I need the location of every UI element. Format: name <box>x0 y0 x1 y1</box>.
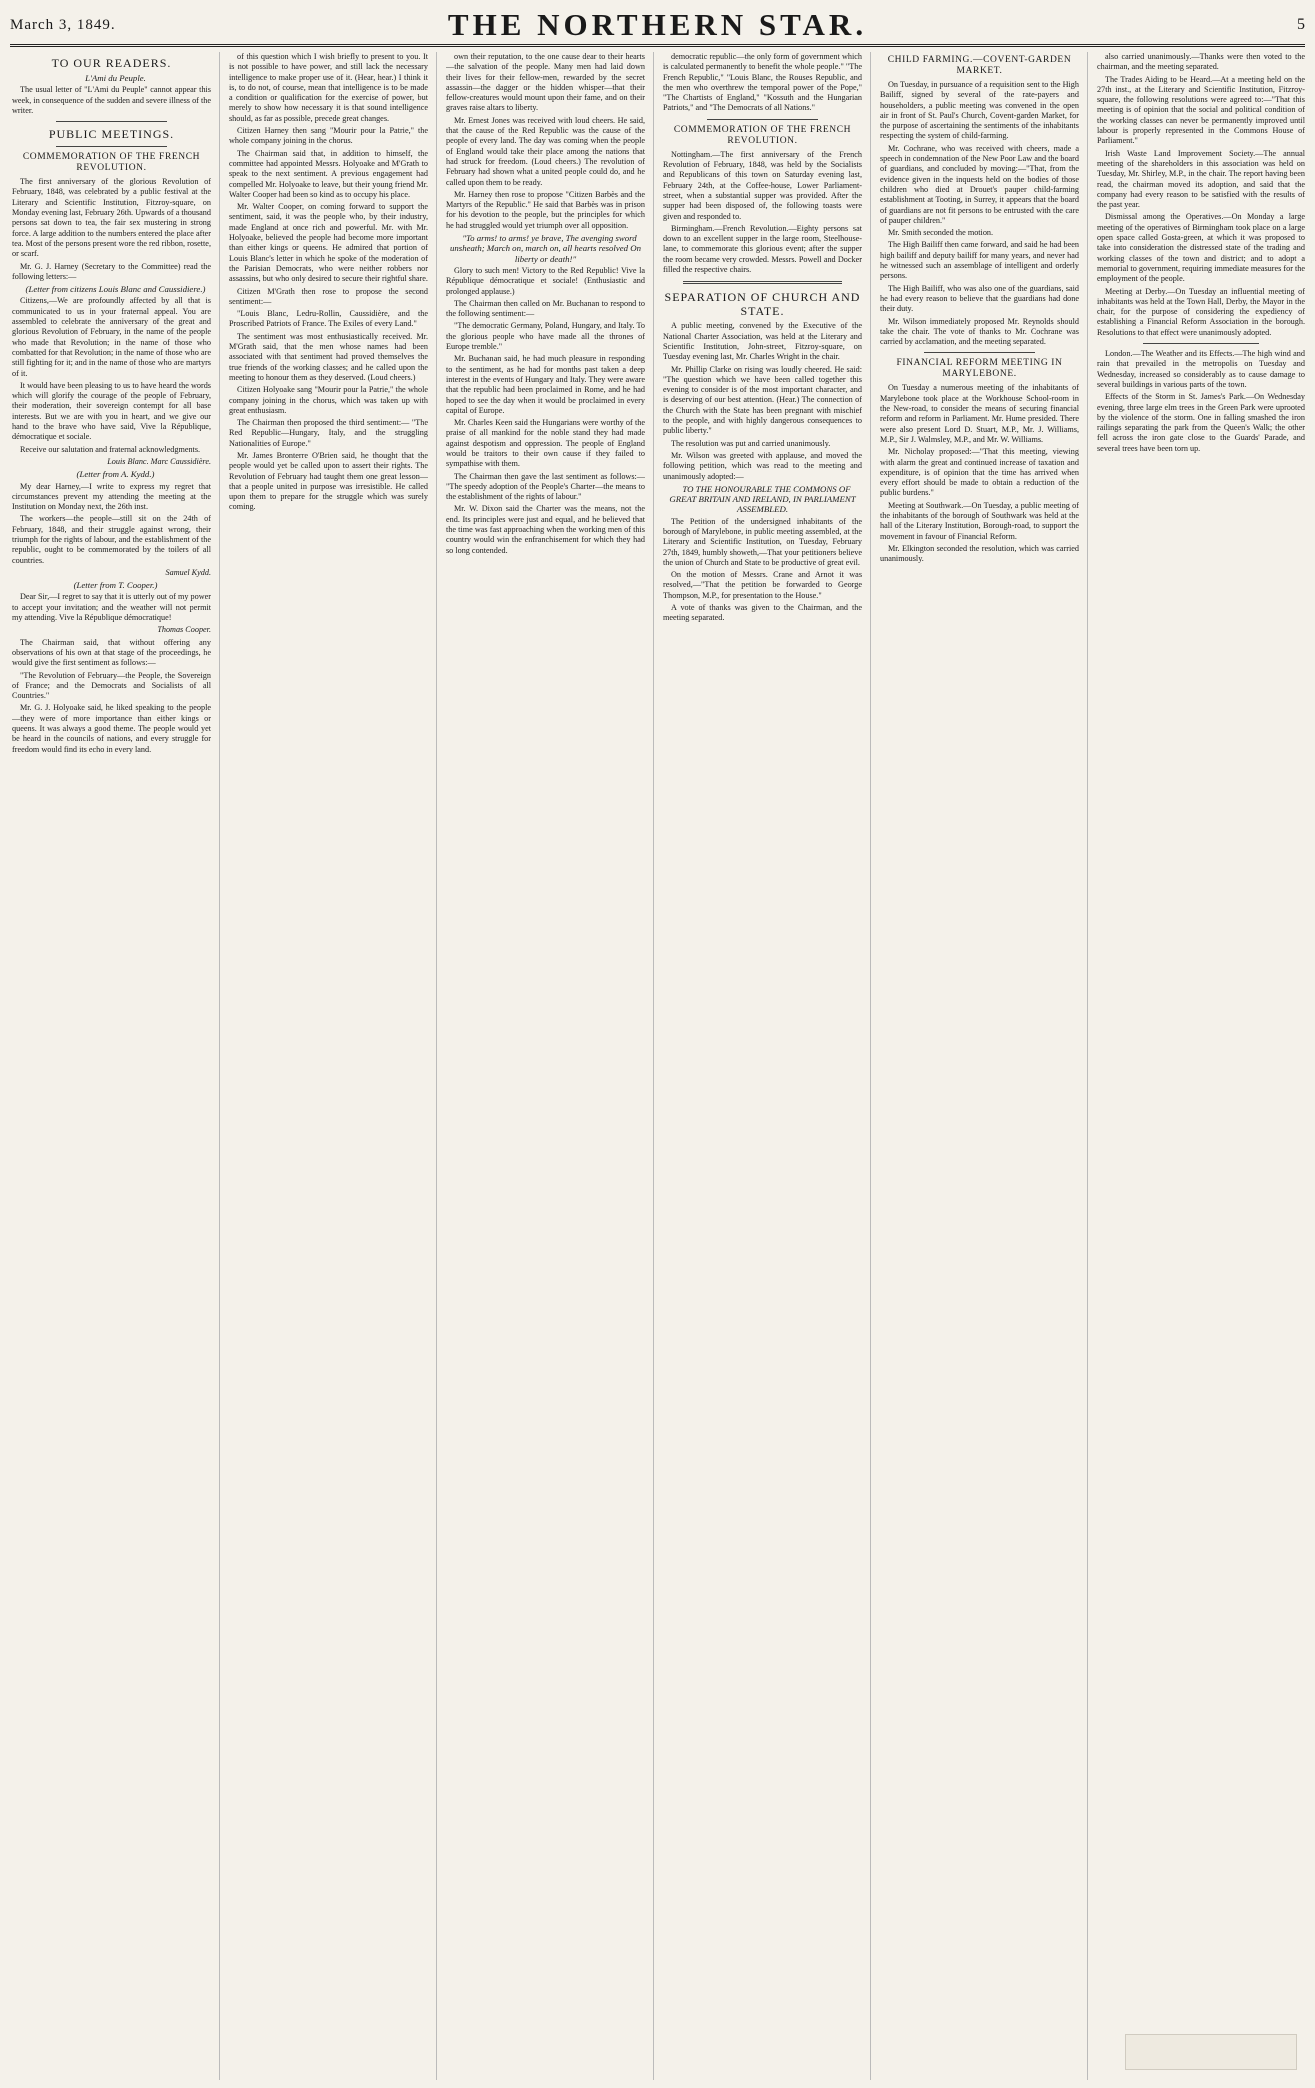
child-farming-heading: CHILD FARMING.—COVENT-GARDEN MARKET. <box>887 55 1072 76</box>
column-1 <box>12 52 220 2080</box>
article-paragraph: Mr. James Bronterre O'Brien said, he thought that the people would yet be called upon to assert their rights. The Revolution of February had taught them one great lesson—that a people united in purpose was irresistible. He called upon them to prepare for the struggle which was surely coming. <box>229 450 428 512</box>
divider <box>56 146 167 147</box>
column-3 <box>446 52 654 2080</box>
article-paragraph: Mr. Ernest Jones was received with loud cheers. He said, that the cause of the Red Republic was the cause of the people of every land. The day was coming when the people of England would take their place among the nations that had struck for freedom. (Loud cheers.) The revolution of February had shown what a united people could do, and he called upon them to be ready. <box>446 115 645 187</box>
financial-reform-heading: FINANCIAL REFORM MEETING IN MARYLEBONE. <box>896 358 1063 380</box>
article-paragraph: The Chairman then proposed the third sentiment:— "The Red Republic—Hungary, Italy, and the struggling Nationalities of Europe." <box>229 418 428 448</box>
article-paragraph: The High Bailiff, who was also one of the guardians, said he had every reason to believe that the guardians had done their duty. <box>880 283 1079 314</box>
article-paragraph: Mr. G. J. Harney (Secretary to the Committee) read the following letters:— <box>12 261 211 281</box>
separation-heading: SEPARATION OF CHURCH AND STATE. <box>664 290 861 319</box>
column-6 <box>1097 52 1305 2080</box>
library-stamp <box>1125 2034 1297 2070</box>
petition-heading: TO THE HONOURABLE THE COMMONS OF GREAT BRITAIN AND IRELAND, IN PARLIAMENT ASSEMBLED. <box>669 483 856 515</box>
readers-heading: TO OUR READERS. <box>51 56 172 70</box>
letter-paragraph: Receive our salutation and fraternal acknowledgments. <box>20 444 201 454</box>
divider <box>924 352 1035 353</box>
letter-paragraph: My dear Harney,—I write to express my regret that circumstances prevent my attending the meeting at the Institution on Monday next, the 26th inst. <box>12 481 211 512</box>
article-paragraph: The resolution was put and carried unanimously. <box>671 438 831 448</box>
masthead <box>10 6 1305 47</box>
article-paragraph: Mr. W. Dixon said the Charter was the means, not the end. Its principles were just and equal, and he believed that the time was fast approaching when the working men of this country would win the enfranchisement for which they had so long contended. <box>446 504 645 555</box>
article-paragraph: The Chairman then called on Mr. Buchanan to respond to the following sentiment:— <box>446 298 645 319</box>
sentiment-quote: "The democratic Germany, Poland, Hungary, and Italy. To the glorious people who have made all the thrones of Europe tremble." <box>446 321 645 352</box>
commemoration-heading: COMMEMORATION OF THE FRENCH REVOLUTION. <box>673 124 852 146</box>
letter-signature: Louis Blanc. Marc Caussidière. <box>107 456 211 466</box>
letter-signature: Samuel Kydd. <box>165 567 211 577</box>
letter-paragraph: Dear Sir,—I regret to say that it is utterly out of my power to accept your invitation; and the weather will not permit my attending. Vive la République démocratique! <box>12 592 211 623</box>
column-2 <box>229 52 437 2080</box>
article-paragraph: Mr. Wilson immediately proposed Mr. Reynolds should take the chair. The vote of thanks to Mr. Cochrane was carried by acclamation, and the meeting separated. <box>880 316 1079 347</box>
article-paragraph: Dismissal among the Operatives.—On Monday a large meeting of the operatives of Birmingham took place on a large open space called Gosta-green, at which it was proposed to take into consideration the distressed state of the trading and working classes of the town and district; and to adopt a memorial to government, requiring immediate measures for the employment of the people. <box>1097 212 1305 284</box>
article-paragraph: Mr. Wilson was greeted with applause, and moved the following petition, which was read to the meeting and unanimously adopted:— <box>663 450 862 481</box>
letter-paragraph: The workers—the people—still sit on the 24th of February, 1848, and their struggle against wrong, their triumph for the rights of labour, and the establishment of the republic, ought to be commemorated by the toilers of all countries. <box>12 514 211 565</box>
column-4 <box>663 52 871 2080</box>
letter-paragraph: It would have been pleasing to us to have heard the words which will glorify the courage of the people of February, their moderation, their sovereign contempt for all base interests. But we are with you in heart, and we give our hand to the brave who have said, Vive la République, démocratique et sociale. <box>12 380 211 442</box>
article-paragraph: Citizen Harney then sang "Mourir pour la Patrie," the whole company joining in the chorus. <box>229 126 428 146</box>
article-paragraph: Meeting at Derby.—On Tuesday an influential meeting of inhabitants was held at the Town Hall, Derby, the Mayor in the chair, for the purpose of considering the expediency of establishing a Financial Reform Association in the borough. Resolutions to that effect were unanimously adopted. <box>1097 286 1305 337</box>
article-paragraph: of this question which I wish briefly to present to you. It is not possible to have power, and still lack the necessary intelligence to make proper use of it. (Hear, hear.) I think it is, to do not, of course, mean that intelligence is to be made a condition or qualification for the exercise of power, but merely to show how necessary it is that sound intelligence should, as far as possible, precede great changes. <box>229 52 428 123</box>
article-paragraph: Mr. Charles Keen said the Hungarians were worthy of the praise of all mankind for the noble stand they had made against despotism and oppression. The people of England would be traitors to their own cause if they failed to sympathise with them. <box>446 418 645 469</box>
article-paragraph: The Petition of the undersigned inhabitants of the borough of Marylebone, in public meeting assembled, at the Literary and Scientific Institution, on Tuesday, February 27th, 1849, humbly showeth,—That your petitioners believe the union of Church and State to be productive of great evil. <box>663 516 862 567</box>
letter-heading: (Letter from A. Kydd.) <box>76 469 155 480</box>
article-paragraph: Mr. Nicholay proposed:—"That this meeting, viewing with alarm the great and continued increase of taxation and expenditure, is of opinion that the time has arrived when every effort should be made to obtain a reduction of the public burdens." <box>880 447 1079 498</box>
newspaper-columns <box>12 52 1305 2080</box>
readers-text: The usual letter of "L'Ami du Peuple" cannot appear this week, in consequence of the sudden and severe illness of the writer. <box>12 85 211 115</box>
article-paragraph: Glory to such men! Victory to the Red Republic! Vive la République démocratique et sociale! (Enthusiastic and prolonged applause.) <box>446 265 645 296</box>
column-5 <box>880 52 1088 2080</box>
article-paragraph: The Chairman said, that without offering any observations of his own at that stage of the proceedings, he would give the first sentiment as follows:— <box>12 637 211 668</box>
divider <box>683 281 842 284</box>
article-paragraph: Mr. Buchanan said, he had much pleasure in responding to the sentiment, as he had for months past taken a deep interest in the events of Hungary and Italy. They were aware that the republic had been proclaimed in Rome, and he had hoped to see the day when it would be proclaimed in every capital of Europe. <box>446 354 645 415</box>
letter-heading: (Letter from citizens Louis Blanc and Caussidiere.) <box>25 284 206 295</box>
letter-signature: Thomas Cooper. <box>157 625 211 635</box>
issue-date: March 3, 1849. <box>10 16 116 33</box>
article-paragraph: Citizen M'Grath then rose to propose the second sentiment:— <box>229 286 428 306</box>
article-paragraph: The first anniversary of the glorious Revolution of February, 1848, was celebrated by a public festival at the Literary and Scientific Institution, Fitzroy-square, on Monday evening last, February 26th. Upwards of a thousand persons sat down to tea, the fair sex mustering in strong force. A large addition to the numbers entered the place after tea. Most of the persons present wore the red ribbon, rosette, or scarf. <box>12 177 211 259</box>
article-paragraph: Nottingham.—The first anniversary of the French Revolution of February, 1848, was held by the Socialists and Republicans of this town on Saturday evening last, February 24th, at the Coffee-house, Lower Parliament-street, when a substantial supper was provided. After the supper had been disposed of, the following toasts were given and responded to. <box>663 149 862 221</box>
newspaper-title: THE NORTHERN STAR. <box>447 7 868 42</box>
article-paragraph: Mr. Smith seconded the motion. <box>888 228 994 238</box>
divider <box>707 119 818 120</box>
letter-heading: (Letter from T. Cooper.) <box>73 580 158 591</box>
divider <box>56 121 167 122</box>
article-paragraph: Mr. Harney then rose to propose "Citizen Barbès and the Martyrs of the Republic." He said that Barbès was in prison for his devotion to the people, but the principles for which he had struggled would yet triumph over all opposition. <box>446 189 645 230</box>
letter-paragraph: Citizens,—We are profoundly affected by all that is communicated to us in your fraternal appeal. You are assembled to celebrate the anniversary of the great and glorious Revolution of February, in the name of the people who made that Revolution; in the name of those who combatted for that Revolution; in the name of those who are still fighting for it; and in the name of those who are martyrs of it. <box>12 296 211 378</box>
article-paragraph: Mr. Elkington seconded the resolution, which was carried unanimously. <box>880 543 1079 564</box>
commemoration-heading: COMMEMORATION OF THE FRENCH REVOLUTION. <box>22 152 201 174</box>
article-paragraph: On the motion of Messrs. Crane and Arnot it was resolved,—"That the petition be forwarded to George Thompson, M.P., for presentation to the House." <box>663 570 862 600</box>
article-paragraph: London.—The Weather and its Effects.—The high wind and rain that prevailed in the metropolis on Tuesday and Wednesday, increased so considerably as to cause damage to several buildings in various parts of the town. <box>1097 349 1305 389</box>
article-paragraph: Effects of the Storm in St. James's Park.—On Wednesday evening, three large elm trees in the Green Park were uprooted by the violence of the storm. One in falling smashed the iron railings separating the park from the Queen's Walk; the other fell across the iron gate close to the Guards' Parade, and several trees have been torn up. <box>1097 392 1305 453</box>
article-paragraph: The Chairman said that, in addition to himself, the committee had appointed Messrs. Holyoake and M'Grath to speak to the next sentiment. A previous engagement had compelled Mr. Holyoake to leave, but their young friend Mr. Walter Cooper had been so kind as to occupy his place. <box>229 148 428 199</box>
readers-subheading: L'Ami du Peuple. <box>85 73 146 83</box>
article-paragraph: Meeting at Southwark.—On Tuesday, a public meeting of the inhabitants of the borough of Southwark was held at the hall of the Literary Institution, Borough-road, to support the movement in favour of Financial Reform. <box>880 500 1079 541</box>
public-meetings-heading: PUBLIC MEETINGS. <box>48 127 175 142</box>
article-paragraph: democratic republic—the only form of government which is calculated permanently to benefit the whole people." "The French Republic," "Louis Blanc, the Rouses Republic, and the men who overthrew the temporal power of the Pope," "The Chartists of England," "Kossuth and the Hungarian Patriots," and "The Democrats of all Nations." <box>663 52 862 113</box>
article-paragraph: The High Bailiff then came forward, and said he had been high bailiff and deputy bailiff for many years, and never had he witnessed such an assemblage of intelligent and orderly persons. <box>880 240 1079 281</box>
article-paragraph: Irish Waste Land Improvement Society.—The annual meeting of the shareholders in this association was held on Tuesday, Mr. Shirley, M.P., in the chair. The report having been read, the chairman moved its adoption, and said that the company had every reason to be satisfied with the results of the past year. <box>1097 148 1305 210</box>
article-paragraph: Birmingham.—French Revolution.—Eighty persons sat down to an excellent supper in the large room, Steelhouse-lane, to commemorate this glorious event; after the supper the room became very crowded. Messrs. Powell and Docker filled the respective chairs. <box>663 223 862 275</box>
article-paragraph: Mr. Cochrane, who was received with cheers, made a speech in condemnation of the New Poor Law and the board of guardians, and concluded by moving:—"That, from the evidence given in the inquests held on the bodies of those children who died at Drouet's pauper child-farming establishment at Tooting, in Surrey, it appears that the board of guardians are not fit persons to be entrusted with the care of pauper children." <box>880 143 1079 225</box>
article-paragraph: The sentiment was most enthusiastically received. Mr. M'Grath said, that the men whose names had been associated with that sentiment had proved themselves the true friends of the working classes; and he called upon the meeting to honour them as they deserved. (Loud cheers.) <box>229 331 428 382</box>
article-paragraph: Mr. Walter Cooper, on coming forward to support the sentiment, said, it was the people who, by their industry, made England at once rich and powerful. Mr. with Mr. Holyoake, believed the people had become more important than either kings or queens. He admired that portion of Louis Blanc's letter in which he spoke of the moderation of the Parisian Democrats, who were neither robbers nor assassins, but who only desired to secure their rightful share. <box>229 202 428 284</box>
article-paragraph: The Trades Aiding to be Heard.—At a meeting held on the 27th inst., at the Literary and Scientific Institution, Fitzroy-square, the following resolutions were agreed to:—"That this meeting is of opinion that the social and political condition of the working classes can never be permanently improved until labour is properly represented in the Commons House of Parliament." <box>1097 74 1305 146</box>
song-verse: "To arms! to arms! ye brave, The avenging sword unsheath; March on, march on, all hearts resolved On liberty or death!" <box>449 233 642 264</box>
article-paragraph: also carried unanimously.—Thanks were then voted to the chairman, and the meeting separated. <box>1097 52 1305 72</box>
article-paragraph: The Chairman then gave the last sentiment as follows:— "The speedy adoption of the People's Charter—the means to the establishment of the rights of labour." <box>446 471 645 502</box>
article-paragraph: Citizen Holyoake sang "Mourir pour la Patrie," the whole company joining in the chorus, which was taken up with great enthusiasm. <box>229 385 428 415</box>
article-paragraph: A public meeting, convened by the Executive of the National Charter Association, was held at the Literary and Scientific Institution, John-street, Fitzroy-square, on Tuesday evening last, Mr. Charles Wright in the chair. <box>663 321 862 362</box>
article-paragraph: own their reputation, to the one cause dear to their hearts—the salvation of the people. Many men had laid down their lives for their fellow-men, rewarded by the secret assassin—the dagger or the hidden whisper—that their fellow-creatures would mount upon their fame, and on their graves raise altars to liberty. <box>446 52 645 113</box>
sentiment-quote: "Louis Blanc, Ledru-Rollin, Caussidière, and the Proscribed Patriots of France. The Exiles of every Land." <box>229 309 428 329</box>
article-paragraph: On Tuesday, in pursuance of a requisition sent to the High Bailiff, signed by several of the rate-payers and householders, a public meeting was convened in the open air in front of St. Paul's Church, Covent-garden Market, for the purpose of ascertaining the sentiments of the inhabitants respecting the system of child-farming. <box>880 80 1079 141</box>
page-number: 5 <box>1297 16 1305 33</box>
article-paragraph: A vote of thanks was given to the Chairman, and the meeting separated. <box>663 603 862 623</box>
article-paragraph: Mr. G. J. Holyoake said, he liked speaking to the people—they were of more importance than either kings or queens. It was always a good theme. The people would yet be heard in the councils of nations, and every struggle for freedom would find its echo in every land. <box>12 703 211 754</box>
article-paragraph: On Tuesday a numerous meeting of the inhabitants of Marylebone took place at the Workhouse School-room in the New-road, to consider the means of securing financial reform and reform in Parliament. Mr. Hume presided. There were also present Lord D. Stuart, M.P., Mr. J. Williams, M.P., Sir J. Walmsley, M.P., and Mr. W. Williams. <box>880 383 1079 444</box>
article-paragraph: Mr. Phillip Clarke on rising was loudly cheered. He said: "The question which we have been called together this evening to consider is of the most important character, and is deserving of our best attention. (Hear.) The connection of the Church with the State has been pregnant with mischief to the people, and with highly dangerous consequences to public liberty." <box>663 364 862 436</box>
divider <box>1143 343 1260 344</box>
sentiment-quote: "The Revolution of February—the People, the Sovereign of France; and the Democrats and Socialists of all Countries." <box>12 670 211 701</box>
